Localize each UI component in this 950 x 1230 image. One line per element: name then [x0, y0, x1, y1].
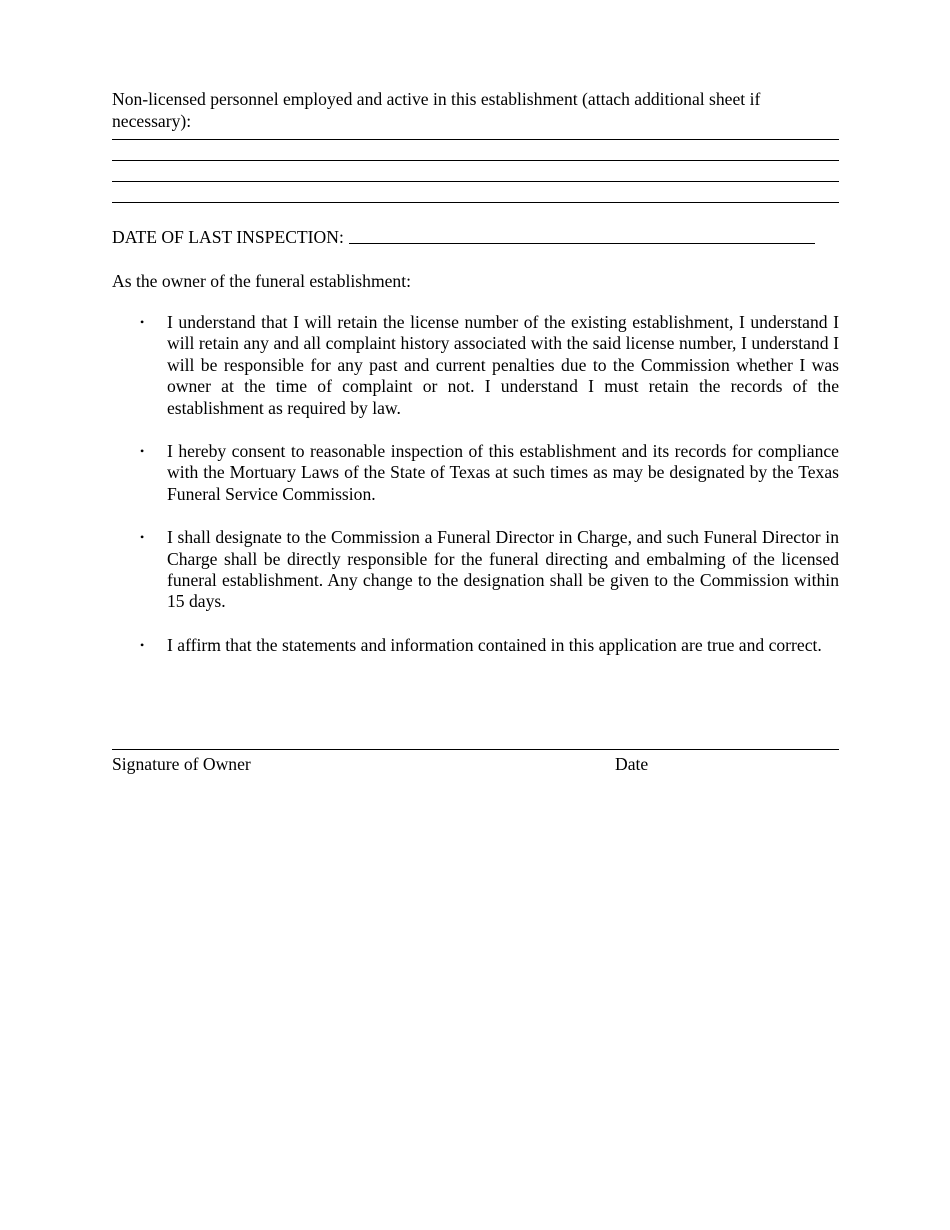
personnel-blank-line-2[interactable] [112, 160, 839, 161]
bullet-icon: • [140, 530, 145, 545]
personnel-label: Non-licensed personnel employed and active in this establishment (attach additional sheet if necessary): [112, 89, 761, 131]
signature-line[interactable] [112, 749, 839, 750]
inspection-date-field[interactable] [349, 243, 815, 244]
bullet-icon: • [140, 315, 145, 329]
term-text: I understand that I will retain the license number of the existing establishment, I understand I will retain any and all complaint history associated with the said license number, I understand I will be responsible for any past and current penalties due to the Commission whether I was owner at the time of complaint or not. I understand I must retain the records of the establishment as required by law. [167, 312, 839, 418]
bullet-icon: • [140, 444, 145, 459]
form-page [112, 88, 839, 678]
inspection-row [112, 226, 839, 248]
personnel-blank-lines [112, 139, 839, 203]
signature-owner-label: Signature of Owner [112, 754, 251, 774]
term-item [112, 635, 839, 656]
term-text: I hereby consent to reasonable inspection of this establishment and its records for compliance with the Mortuary Laws of the State of Texas at such times as may be designated by the Texas Funeral Service Commission. [167, 441, 839, 504]
personnel-blank-line-1[interactable] [112, 139, 839, 140]
term-item [112, 441, 839, 505]
signature-date-label: Date [615, 754, 649, 774]
owner-terms-list [112, 312, 839, 656]
term-text: I shall designate to the Commission a Funeral Director in Charge, and such Funeral Director in Charge shall be directly responsible for the funeral directing and embalming of the licensed funeral establishment. Any change to the designation shall be given to the Commission within 15 days. [167, 527, 839, 612]
bullet-icon: • [140, 637, 145, 652]
inspection-label: DATE OF LAST INSPECTION: [112, 227, 344, 247]
signature-labels [112, 753, 839, 777]
personnel-blank-line-4[interactable] [112, 202, 839, 203]
signature-block [112, 749, 839, 777]
term-item [112, 312, 839, 419]
personnel-blank-line-3[interactable] [112, 181, 839, 182]
owner-intro: As the owner of the funeral establishment: [112, 271, 412, 291]
term-item [112, 527, 839, 613]
term-text: I affirm that the statements and information contained in this application are true and correct. [167, 634, 822, 655]
